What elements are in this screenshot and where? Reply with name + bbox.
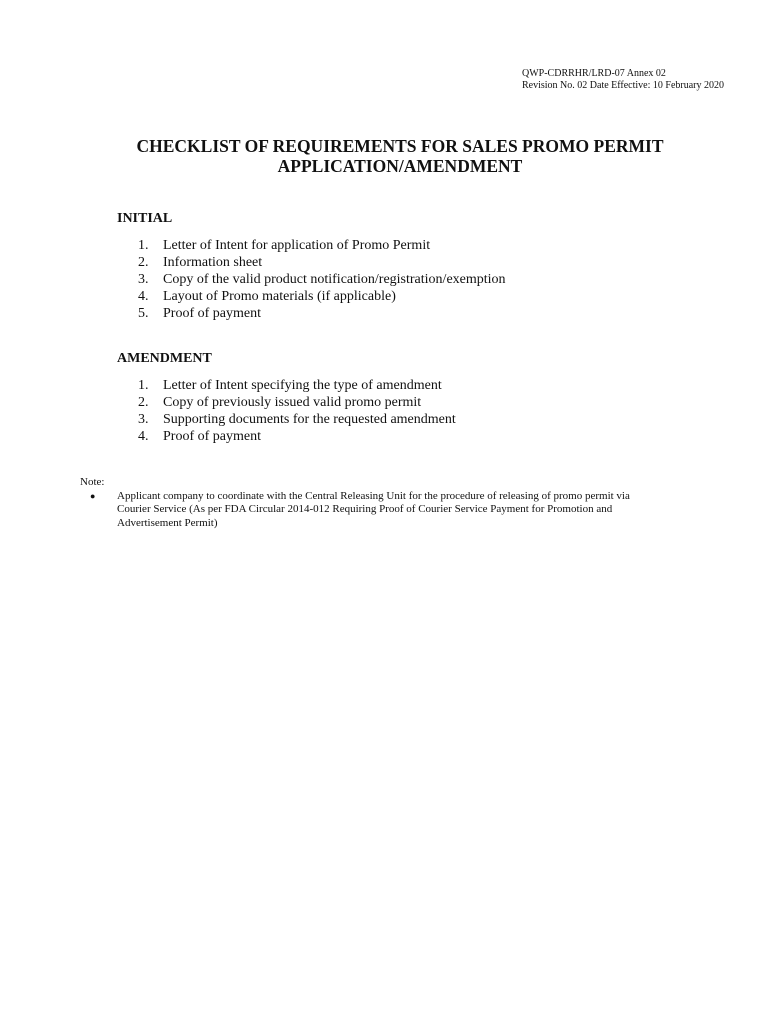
item-number: 3. [138,412,149,427]
list-item [138,305,506,322]
list-item [138,271,506,288]
note-line-1: Applicant company to coordinate with the Central Releasing Unit for the procedure of releasing of promo permit via [117,490,630,502]
list-item [138,377,456,394]
item-number: 4. [138,429,149,444]
reference-code: QWP-CDRRHR/LRD-07 Annex 02 [522,68,666,79]
note-bullet-item [90,490,730,530]
title-line-2: APPLICATION/AMENDMENT [277,156,523,176]
note-label: Note: [80,476,105,488]
note-line-2: Courier Service (As per FDA Circular 2014-012 Requiring Proof of Courier Service Payment for Promotion and [117,503,613,516]
item-number: 1. [138,378,149,393]
item-number: 2. [138,395,149,410]
amendment-requirements-list [138,377,456,445]
page-title [0,136,768,176]
item-text: Information sheet [163,255,263,270]
document-reference [522,68,724,92]
item-text: Letter of Intent for application of Promo Permit [163,238,431,253]
item-text: Copy of the valid product notification/registration/exemption [163,272,506,287]
item-text: Letter of Intent specifying the type of amendment [163,378,442,393]
item-number: 4. [138,289,149,304]
note-line-3: Advertisement Permit) [117,516,218,529]
item-text: Proof of payment [163,306,261,321]
item-number: 2. [138,255,149,270]
list-item [138,428,456,445]
item-number: 5. [138,306,149,321]
item-text: Proof of payment [163,429,261,444]
initial-heading: INITIAL [117,211,173,226]
title-line-1: CHECKLIST OF REQUIREMENTS FOR SALES PROMO PERMIT [136,136,664,156]
item-text: Copy of previously issued valid promo permit [163,395,422,410]
note-text [117,490,630,530]
revision-line: Revision No. 02 Date Effective: 10 February 2020 [522,80,724,91]
list-item [138,394,456,411]
list-item [138,288,506,305]
item-text: Layout of Promo materials (if applicable) [163,289,396,304]
initial-requirements-list [138,237,506,322]
list-item [138,237,506,254]
list-item [138,411,456,428]
amendment-heading: AMENDMENT [117,351,212,366]
item-text: Supporting documents for the requested amendment [163,412,456,427]
list-item [138,254,506,271]
item-number: 1. [138,238,149,253]
item-number: 3. [138,272,149,287]
bullet-icon: ● [90,491,96,501]
